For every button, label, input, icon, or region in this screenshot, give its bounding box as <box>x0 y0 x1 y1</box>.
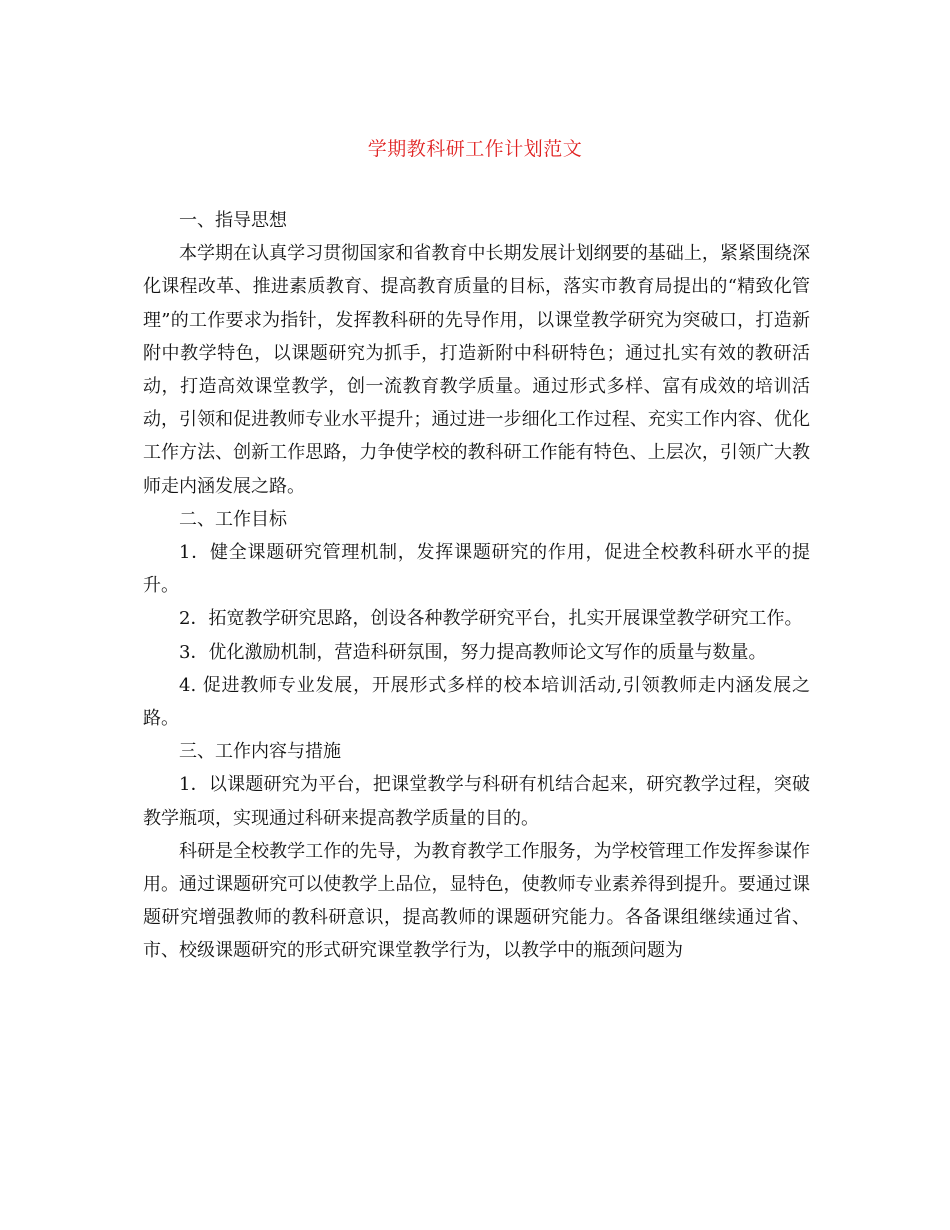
document-title: 学期教科研工作计划范文 <box>367 138 583 160</box>
measure-item-1: 1．以课题研究为平台，把课堂教学与科研有机结合起来，研究教学过程，突破教学瓶项，实现通过科研来提高教学质量的目的。 <box>143 774 810 829</box>
document-body <box>143 204 810 968</box>
paragraph-guiding-ideology: 本学期在认真学习贯彻国家和省教育中长期发展计划纲要的基础上，紧紧围绕深化课程改革、推进素质教育、提高教育质量的目标，落实市教育局提出的“精致化管理”的工作要求为指针，发挥教科研的先导作用，以课堂教学研究为突破口，打造新附中教学特色，以课题研究为抓手，打造新附中科研特色；通过扎实有效的教研活动，打造高效课堂教学，创一流教育教学质量。通过形式多样、富有成效的培训活动，引领和促进教师专业水平提升；通过进一步细化工作过程、充实工作内容、优化工作方法、创新工作思路，力争使学校的教科研工作能有特色、上层次，引领广大教师走内涵发展之路。 <box>143 243 810 497</box>
goal-item-1: 1．健全课题研究管理机制，发挥课题研究的作用，促进全校教科研水平的提升。 <box>143 542 810 597</box>
heading-guiding-ideology: 一、指导思想 <box>179 210 287 231</box>
goal-item-4: 4. 促进教师专业发展，开展形式多样的校本培训活动,引领教师走内涵发展之路。 <box>143 674 810 730</box>
heading-content-measures: 三、工作内容与措施 <box>179 741 341 763</box>
paragraph-research-role: 科研是全校教学工作的先导，为教育教学工作服务，为学校管理工作发挥参谋作用。通过课题研究可以使教学上品位，显特色，使教师专业素养得到提升。要通过课题研究增强教师的教科研意识，提高教师的课题研究能力。各备课组继续通过省、市、校级课题研究的形式研究课堂教学行为，以教学中的瓶颈问题为 <box>143 840 810 962</box>
goal-item-2: 2．拓宽教学研究思路，创设各种教学研究平台，扎实开展课堂教学研究工作。 <box>179 608 803 630</box>
heading-work-goals: 二、工作目标 <box>179 508 287 530</box>
goal-item-3: 3．优化激励机制，营造科研氛围，努力提高教师论文写作的质量与数量。 <box>179 641 767 663</box>
